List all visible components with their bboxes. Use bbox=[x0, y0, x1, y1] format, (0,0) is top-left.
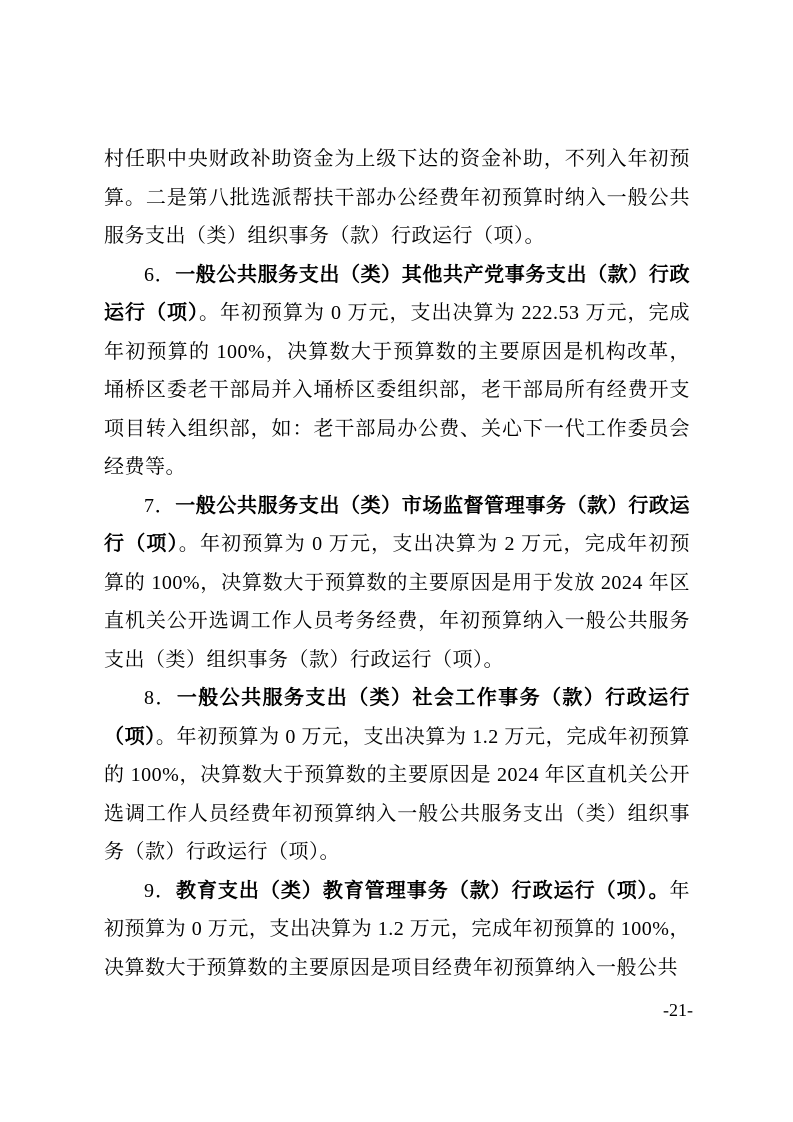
paragraph bbox=[104, 256, 690, 487]
paragraph bbox=[104, 679, 690, 872]
paragraph-heading-run: 一般公共服务支出（类）其他共产党事务支出（款）行政运行（项） bbox=[104, 263, 691, 324]
paragraph-heading-run: 一般公共服务支出（类）社会工作事务（款）行政运行（项） bbox=[104, 687, 691, 748]
paragraph bbox=[104, 487, 690, 680]
paragraph-text-run: 9． bbox=[144, 879, 176, 902]
paragraph-heading-run: 一般公共服务支出（类）市场监督管理事务（款）行政运行（项） bbox=[104, 494, 691, 555]
document-body bbox=[104, 140, 690, 987]
paragraph-text-run: 。年初预算为 0 万元，支出决算为 1.2 万元，完成年初预算的 100%，决算数大于预算数的主要原因是 2024 年区直机关公开选调工作人员经费年初预算纳入一般公共服务支出（类）组织事务（款）行政运行（项）。 bbox=[104, 725, 691, 863]
paragraph-text-run: 年初预算为 0 万元，支出决算为 1.2 万元，完成年初预算的 100%，决算数大于预算数的主要原因是项目经费年初预算纳入一般公共 bbox=[104, 879, 691, 979]
paragraph-text-run: 。年初预算为 0 万元，支出决算为 222.53 万元，完成年初预算的 100%，决算数大于预算数的主要原因是机构改革，埇桥区委老干部局并入埇桥区委组织部，老干部局所有经费开支项目转入组织部，如：老干部局办公费、关心下一代工作委员会经费等。 bbox=[104, 302, 690, 478]
paragraph bbox=[104, 140, 690, 256]
paragraph bbox=[104, 872, 690, 988]
paragraph-heading-run: 教育支出（类）教育管理事务（款）行政运行（项）。 bbox=[175, 879, 670, 902]
paragraph-text-run: 8． bbox=[144, 687, 177, 709]
paragraph-text-run: 村任职中央财政补助资金为上级下达的资金补助，不列入年初预算。二是第八批选派帮扶干部办公经费年初预算时纳入一般公共服务支出（类）组织事务（款）行政运行（项）。 bbox=[104, 148, 690, 247]
page-number: -21- bbox=[663, 1000, 693, 1020]
paragraph-text-run: 。年初预算为 0 万元，支出决算为 2 万元，完成年初预算的 100%，决算数大于预算数的主要原因是用于发放 2024 年区直机关公开选调工作人员考务经费，年初预算纳入一般公共服务支出（类）组织事务（款）行政运行（项）。 bbox=[104, 533, 691, 671]
paragraph-text-run: 7． bbox=[144, 494, 176, 517]
paragraph-text-run: 6． bbox=[144, 263, 176, 286]
